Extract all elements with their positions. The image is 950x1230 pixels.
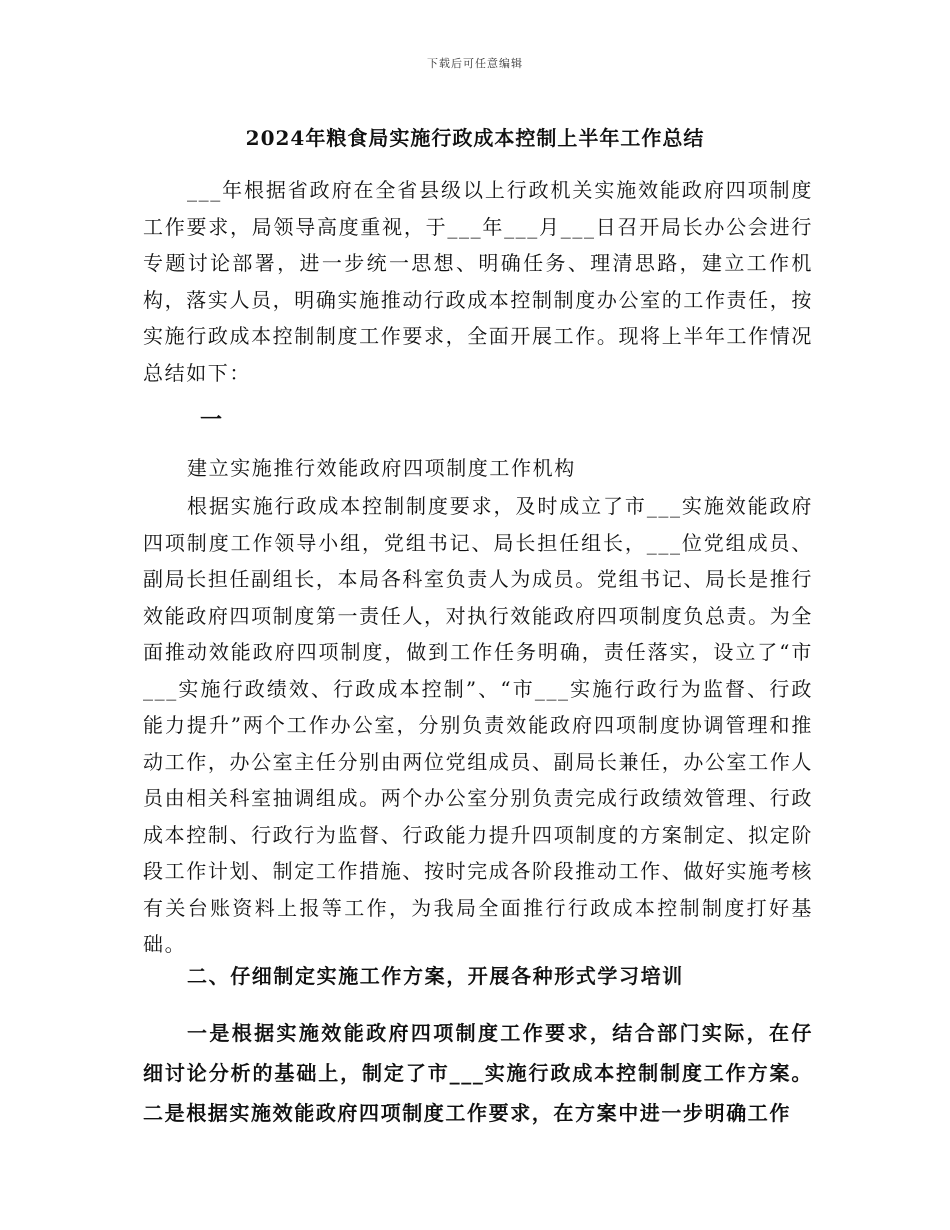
section-two-paragraph: 一是根据实施效能政府四项制度工作要求，结合部门实际，在仔细讨论分析的基础上，制定了市___实施行政成本控制制度工作方案。二是根据实施效能政府四项制度工作要求，在方案中进一步明确工作 [143,1021,813,1125]
header-note: 下载后可任意编辑 [427,57,523,70]
section-two-title: 二、仔细制定实施工作方案，开展各种形式学习培训 [187,964,684,988]
document-title: 2024年粮食局实施行政成本控制上半年工作总结 [245,126,705,150]
section-one-number: 一 [200,407,223,433]
section-one-paragraph: 根据实施行政成本控制制度要求，及时成立了市___实施效能政府四项制度工作领导小组，党组书记、局长担任组长，___位党组成员、副局长担任副组长，本局各科室负责人为成员。党组书记、局长是推行效能政府四项制度第一责任人，对执行效能政府四项制度负总责。为全面推动效能政府四项制度，做到工作任务明确，责任落实，设立了“市___实施行政绩效、行政成本控制”、“市___实施行政行为监督、行政能力提升”两个工作办公室，分别负责效能政府四项制度协调管理和推动工作，办公室主任分别由两位党组成员、副局长兼任，办公室工作人员由相关科室抽调组成。两个办公室分别负责完成行政绩效管理、行政成本控制、行政行为监督、行政能力提升四项制度的方案制定、拟定阶段工作计划、制定工作措施、按时完成各阶段推动工作、做好实施考核有关台账资料上报等工作，为我局全面推行行政成本控制制度打好基础。 [143,494,813,956]
section-one-title: 建立实施推行效能政府四项制度工作机构 [187,456,576,480]
intro-paragraph: ___年根据省政府在全省县级以上行政机关实施效能政府四项制度工作要求，局领导高度重视，于___年___月___日召开局长办公会进行专题讨论部署，进一步统一思想、明确任务、理清思路，建立工作机构，落实人员，明确实施推动行政成本控制制度办公室的工作责任，按实施行政成本控制制度工作要求，全面开展工作。现将上半年工作情况总结如下： [143,178,813,385]
